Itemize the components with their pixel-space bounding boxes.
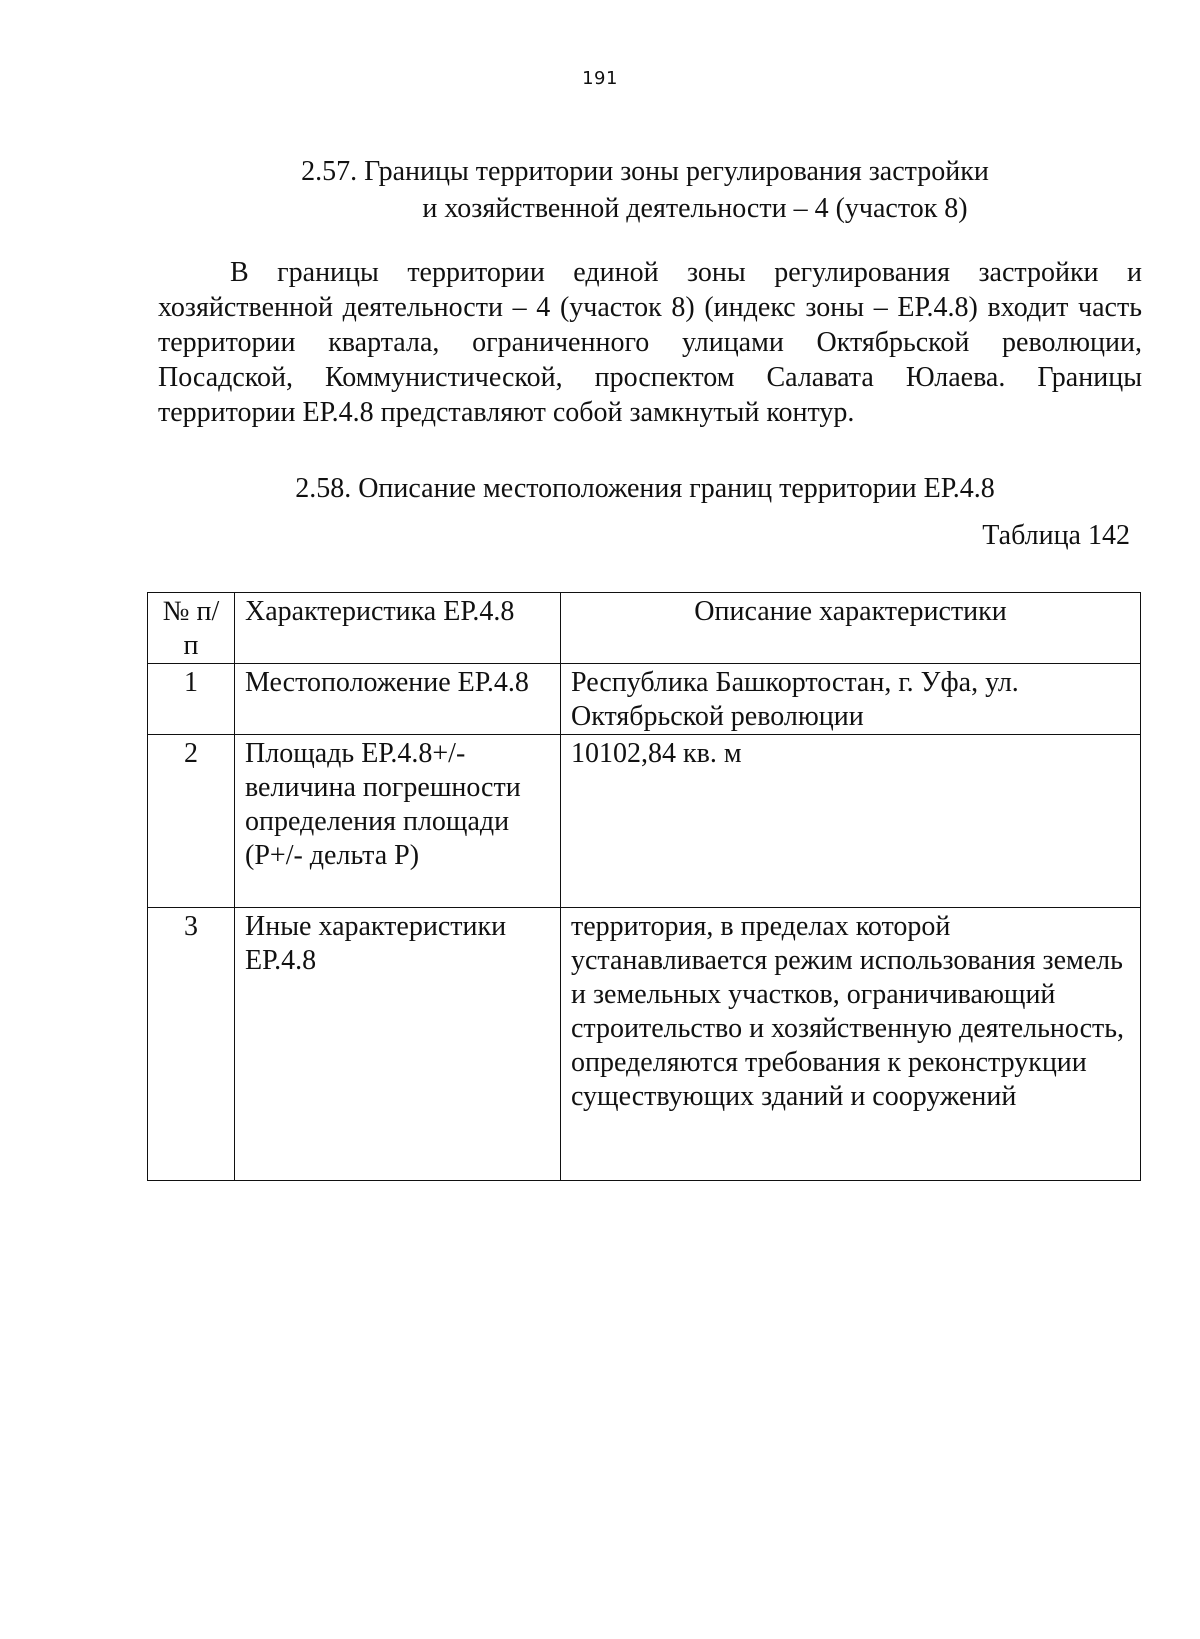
header-description: Описание характеристики <box>561 593 1141 664</box>
table-label: Таблица 142 <box>982 520 1130 551</box>
row-description: Республика Башкортостан, г. Уфа, ул. Октябрьской революции <box>561 664 1141 735</box>
section-heading-line-2: и хозяйственной деятельности – 4 (участок 8) <box>422 193 968 224</box>
page-number: 191 <box>582 68 618 89</box>
row-characteristic: Иные характеристики ЕР.4.8 <box>235 908 561 1181</box>
row-description: территория, в пределах которой устанавливается режим использования земель и земельных участков, ограничивающий строительство и хозяйственную деятельность, определяются требования к реконструкции существующих зданий и сооружений <box>561 908 1141 1181</box>
table-header-row <box>148 593 1141 664</box>
section-heading-2-58: 2.58. Описание местоположения границ территории ЕР.4.8 <box>295 473 995 504</box>
row-characteristic: Местоположение ЕР.4.8 <box>235 664 561 735</box>
row-num: 3 <box>148 908 235 1181</box>
table-row <box>148 908 1141 1181</box>
zone-description-paragraph: В границы территории единой зоны регулирования застройки и хозяйственной деятельности – 4 (участок 8) (индекс зоны – ЕР.4.8) входит часть территории квартала, ограниченного улицами Октябрьской революции, Посадской, Коммунистической, проспектом Салавата Юлаева. Границы территории ЕР.4.8 представляют собой замкнутый контур. <box>158 257 1142 428</box>
row-num: 2 <box>148 735 235 908</box>
row-num: 1 <box>148 664 235 735</box>
table-row <box>148 735 1141 908</box>
row-description: 10102,84 кв. м <box>561 735 1141 908</box>
boundary-characteristics-table <box>147 592 1141 1181</box>
section-heading-line-1: 2.57. Границы территории зоны регулирования застройки <box>301 156 989 187</box>
row-characteristic: Площадь ЕР.4.8+/- величина погрешности определения площади (P+/- дельта P) <box>235 735 561 908</box>
section-heading-2-57 <box>150 153 1140 227</box>
table-row <box>148 664 1141 735</box>
header-num: № п/п <box>148 593 235 664</box>
header-characteristic: Характеристика ЕР.4.8 <box>235 593 561 664</box>
